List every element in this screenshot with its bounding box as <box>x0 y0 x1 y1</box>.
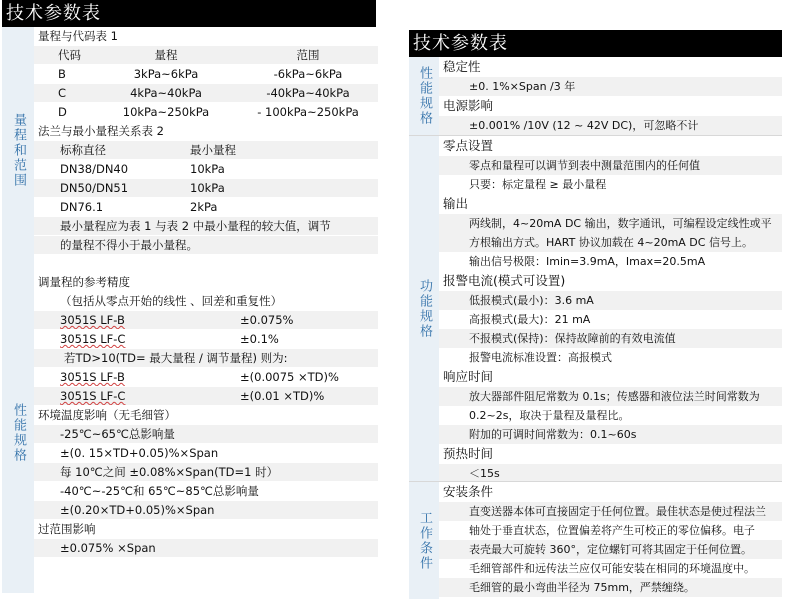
response-title: 响应时间 <box>439 367 782 387</box>
right-performance-side-label: 性能规格 <box>409 57 439 135</box>
install-title: 安装条件 <box>439 482 782 502</box>
table-row: 3051S LF-B ±(0.0075 ×TD)% <box>34 368 378 387</box>
zero-line: 零点和量程可以调节到表中测量范围内的任何值 <box>439 156 782 175</box>
table-row: 3051S LF-C ±0.1% <box>34 330 378 349</box>
alarm-line: 报警电流标准设置：高报模式 <box>439 348 782 367</box>
output-line: 输出信号极限：Imin=3.9mA，Imax=20.5mA <box>439 252 782 271</box>
install-line: 轴处于垂直状态，位置偏差将产生可校正的零位偏移。电子 <box>439 521 782 540</box>
table1-title: 量程与代码表 1 <box>34 27 378 46</box>
table2-title: 法兰与最小量程关系表 2 <box>34 122 378 141</box>
table-row: 3051S LF-C ±(0.01 ×TD)% <box>34 387 378 406</box>
temp-line: 每 10℃之间 ±0.08%×Span(TD=1 时） <box>34 463 378 482</box>
table-row: DN38/DN40 10kPa <box>34 160 378 179</box>
right-title: 技术参数表 <box>409 30 782 57</box>
alarm-line: 不报模式(保持)：保持故障前的有效电流值 <box>439 329 782 348</box>
function-section <box>409 135 782 481</box>
temp-title: 环境温度影响（无毛细管） <box>34 406 378 425</box>
range-side-label: 量程和范围 <box>2 27 34 273</box>
left-spec-panel <box>2 0 378 593</box>
table-row: B 3kPa~6kPa -6kPa~6kPa <box>34 65 378 84</box>
alarm-title: 报警电流(模式可设置) <box>439 271 782 291</box>
warmup-title: 预热时间 <box>439 444 782 464</box>
response-line: 附加的可调时间常数为：0.1~60s <box>439 425 782 444</box>
stability-value: ±0. 1%×Span /3 年 <box>439 77 782 96</box>
table-row: 3051S LF-B ±0.075% <box>34 311 378 330</box>
right-performance-section <box>409 57 782 135</box>
output-line: 方根输出方式。HART 协议加载在 4~20mA DC 信号上。 <box>439 233 782 252</box>
install-line: 直变送器本体可直接固定于任何位置。最佳状态是使过程法兰 <box>439 502 782 521</box>
right-spec-panel <box>409 30 782 599</box>
accuracy-note: （包括从零点开始的线性 、回差和重复性） <box>34 292 378 311</box>
work-side-label: 工作条件 <box>409 482 439 599</box>
zero-line: 只要：标定量程 ≥ 最小量程 <box>439 175 782 194</box>
temp-line: ±(0.20×TD+0.05)%×Span <box>34 501 378 520</box>
range-note-line: 的量程不得小于最小量程。 <box>34 236 378 255</box>
range-note-line: 最小量程应为表 1 与表 2 中最小量程的较大值，调节 <box>34 217 378 236</box>
temp-line: -25℃~65℃总影响量 <box>34 425 378 444</box>
table-row: DN76.1 2kPa <box>34 198 378 217</box>
accuracy-title: 调量程的参考精度 <box>34 273 378 292</box>
install-line: 表壳最大可旋转 360°，定位螺钉可将其固定于任何位置。 <box>439 540 782 559</box>
overrange-title: 过范围影响 <box>34 520 378 539</box>
table-row: D 10kPa~250kPa - 100kPa~250kPa <box>34 103 378 122</box>
output-title: 输出 <box>439 194 782 214</box>
install-line: 毛细管的最小弯曲半径为 75mm，严禁缠绕。 <box>439 578 782 597</box>
temp-line: ±(0. 15×TD+0.05)%×Span <box>34 444 378 463</box>
response-line: 0.2~2s，取决于量程及量程比。 <box>439 406 782 425</box>
output-line: 两线制，4~20mA DC 输出，数字通讯，可编程设定线性或平 <box>439 214 782 233</box>
performance-section <box>2 273 378 593</box>
range-section <box>2 27 378 273</box>
table-row: DN50/DN51 10kPa <box>34 179 378 198</box>
response-line: 放大器部件阻尼常数为 0.1s；传感器和液位法兰时间常数为 <box>439 387 782 406</box>
temp-line: -40℃~-25℃和 65℃~85℃总影响量 <box>34 482 378 501</box>
power-title: 电源影响 <box>439 96 782 116</box>
power-value: ±0.001% /10V (12 ~ 42V DC)，可忽略不计 <box>439 116 782 135</box>
alarm-line: 低报模式(最小)：3.6 mA <box>439 291 782 310</box>
function-side-label: 功能规格 <box>409 136 439 481</box>
overrange-value: ±0.075% ×Span <box>34 539 378 558</box>
table1-header: 代码 量程 范围 <box>34 46 378 65</box>
performance-side-label: 性能规格 <box>2 273 34 593</box>
table-row: C 4kPa~40kPa -40kPa~40kPa <box>34 84 378 103</box>
work-section <box>409 481 782 599</box>
stability-title: 稳定性 <box>439 57 782 77</box>
left-title: 技术参数表 <box>2 0 376 27</box>
td-note: 若TD>10(TD= 最大量程 / 调节量程) 则为: <box>34 349 378 368</box>
zero-title: 零点设置 <box>439 136 782 156</box>
install-line: 毛细管部件和远传法兰应仅可能安装在相同的环境温度中。 <box>439 559 782 578</box>
warmup-value: ＜15s <box>439 464 782 483</box>
table2-header: 标称直径 最小量程 <box>34 141 378 160</box>
alarm-line: 高报模式(最大)：21 mA <box>439 310 782 329</box>
